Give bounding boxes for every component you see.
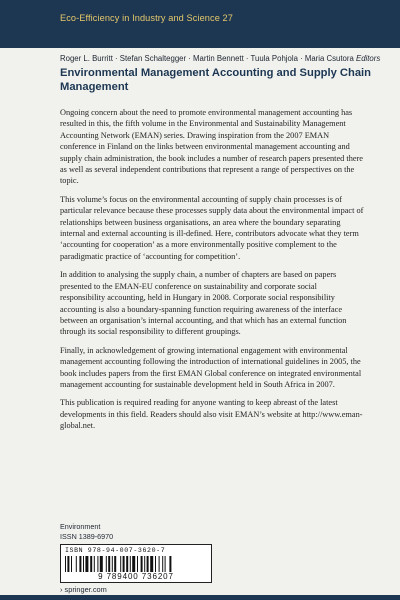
barcode-bar xyxy=(71,556,72,572)
editors-line xyxy=(60,54,390,63)
blurb-paragraph: This publication is required reading for anyone wanting to keep abreast of the latest developments in this field. Readers should also visit EMAN’s website at http://www.eman-global.net. xyxy=(60,398,363,431)
publisher-link[interactable]: › springer.com xyxy=(60,585,107,594)
barcode-bar xyxy=(67,556,69,572)
subject-block xyxy=(60,522,113,541)
isbn-text: ISBN 978-94-007-3620-7 xyxy=(65,547,166,554)
header-band xyxy=(0,0,400,48)
barcode-bar xyxy=(126,556,128,572)
barcode-bar xyxy=(106,556,107,572)
editors-label: Editors xyxy=(356,54,381,63)
barcode-bar xyxy=(100,556,103,572)
barcode-bar xyxy=(83,556,84,572)
barcode-bar xyxy=(112,556,113,572)
book-title: Environmental Management Accounting and Supply Chain Management xyxy=(60,67,371,93)
blurb-paragraph: In addition to analysing the supply chain, a number of chapters are based on papers presented to the EMAN-EU conference on sustainability and corporate social responsibility accounting, held in Hungary in 2008. Corporate social responsibility accounting is also a boundary-spanning function requiring awareness of the interface between an organisation’s internal accounting, and that which has an external function through its social responsibility to different groupings. xyxy=(60,270,347,337)
barcode-bar xyxy=(108,556,110,572)
bottom-rule xyxy=(0,595,400,600)
barcode-bar xyxy=(144,556,145,572)
barcode-bar xyxy=(155,556,156,572)
barcode xyxy=(60,544,212,583)
series-title: Eco-Efficiency in Industry and Science 27 xyxy=(60,13,233,23)
barcode-bar xyxy=(85,556,88,572)
barcode-bar xyxy=(165,556,166,572)
barcode-bar xyxy=(162,556,163,572)
barcode-bar xyxy=(132,556,135,572)
blurb-paragraph: Finally, in acknowledgement of growing international engagement with environmental management accounting following the introduction of international guidelines in 2005, the book includes papers from the first EMAN Global conference on integrated environmental management accounting for sustainable development held in South Africa in 2007. xyxy=(60,345,362,389)
barcode-bars xyxy=(65,556,207,572)
barcode-bar xyxy=(137,556,138,572)
barcode-digits: 9 789400 736207 xyxy=(61,572,211,581)
blurb-paragraph: This volume’s focus on the environmental accounting of supply chain processes is of particular relevance because these processes supply data about the environmental impact of relationships between business organisations, an area where the boundary separating internal and external accounting is ill-defined. Here, contributors advocate what they term ‘accounting for cooperation’ as a more environmentally positive complement to the paradigmatic practice of ‘accounting for competition’. xyxy=(60,194,364,261)
blurb xyxy=(60,107,364,439)
barcode-bar xyxy=(97,556,98,572)
editor-names: Roger L. Burritt · Stefan Schaltegger · Martin Bennett · Tuula Pohjola · Maria Csutora xyxy=(60,54,354,63)
blurb-paragraph: Ongoing concern about the need to promote environmental management accounting has resulted in this, the fifth volume in the Environmental and Sustainability Management Accounting Network (EMAN) series. Drawing inspiration from the 2007 EMAN conference in Finland on the links between environmental management accounting and supply chain administration, the book includes a number of research papers presented there as well as several independent contributions that represent a range of perspectives on the topic. xyxy=(60,108,363,186)
barcode-bar xyxy=(94,556,95,572)
barcode-bar xyxy=(141,556,143,572)
barcode-bar xyxy=(169,556,171,572)
issn-label: ISSN 1389-6970 xyxy=(60,531,114,541)
barcode-bar xyxy=(130,556,131,572)
barcode-bar xyxy=(120,556,121,572)
barcode-bar xyxy=(147,556,149,572)
barcode-bar xyxy=(65,556,66,572)
barcode-bar xyxy=(76,556,77,572)
barcode-bar xyxy=(79,556,81,572)
barcode-bar xyxy=(159,556,160,572)
barcode-bar xyxy=(150,556,153,572)
barcode-bar xyxy=(123,556,125,572)
barcode-bar xyxy=(114,556,116,572)
subject-label: Environment xyxy=(60,522,101,531)
barcode-bar xyxy=(90,556,92,572)
